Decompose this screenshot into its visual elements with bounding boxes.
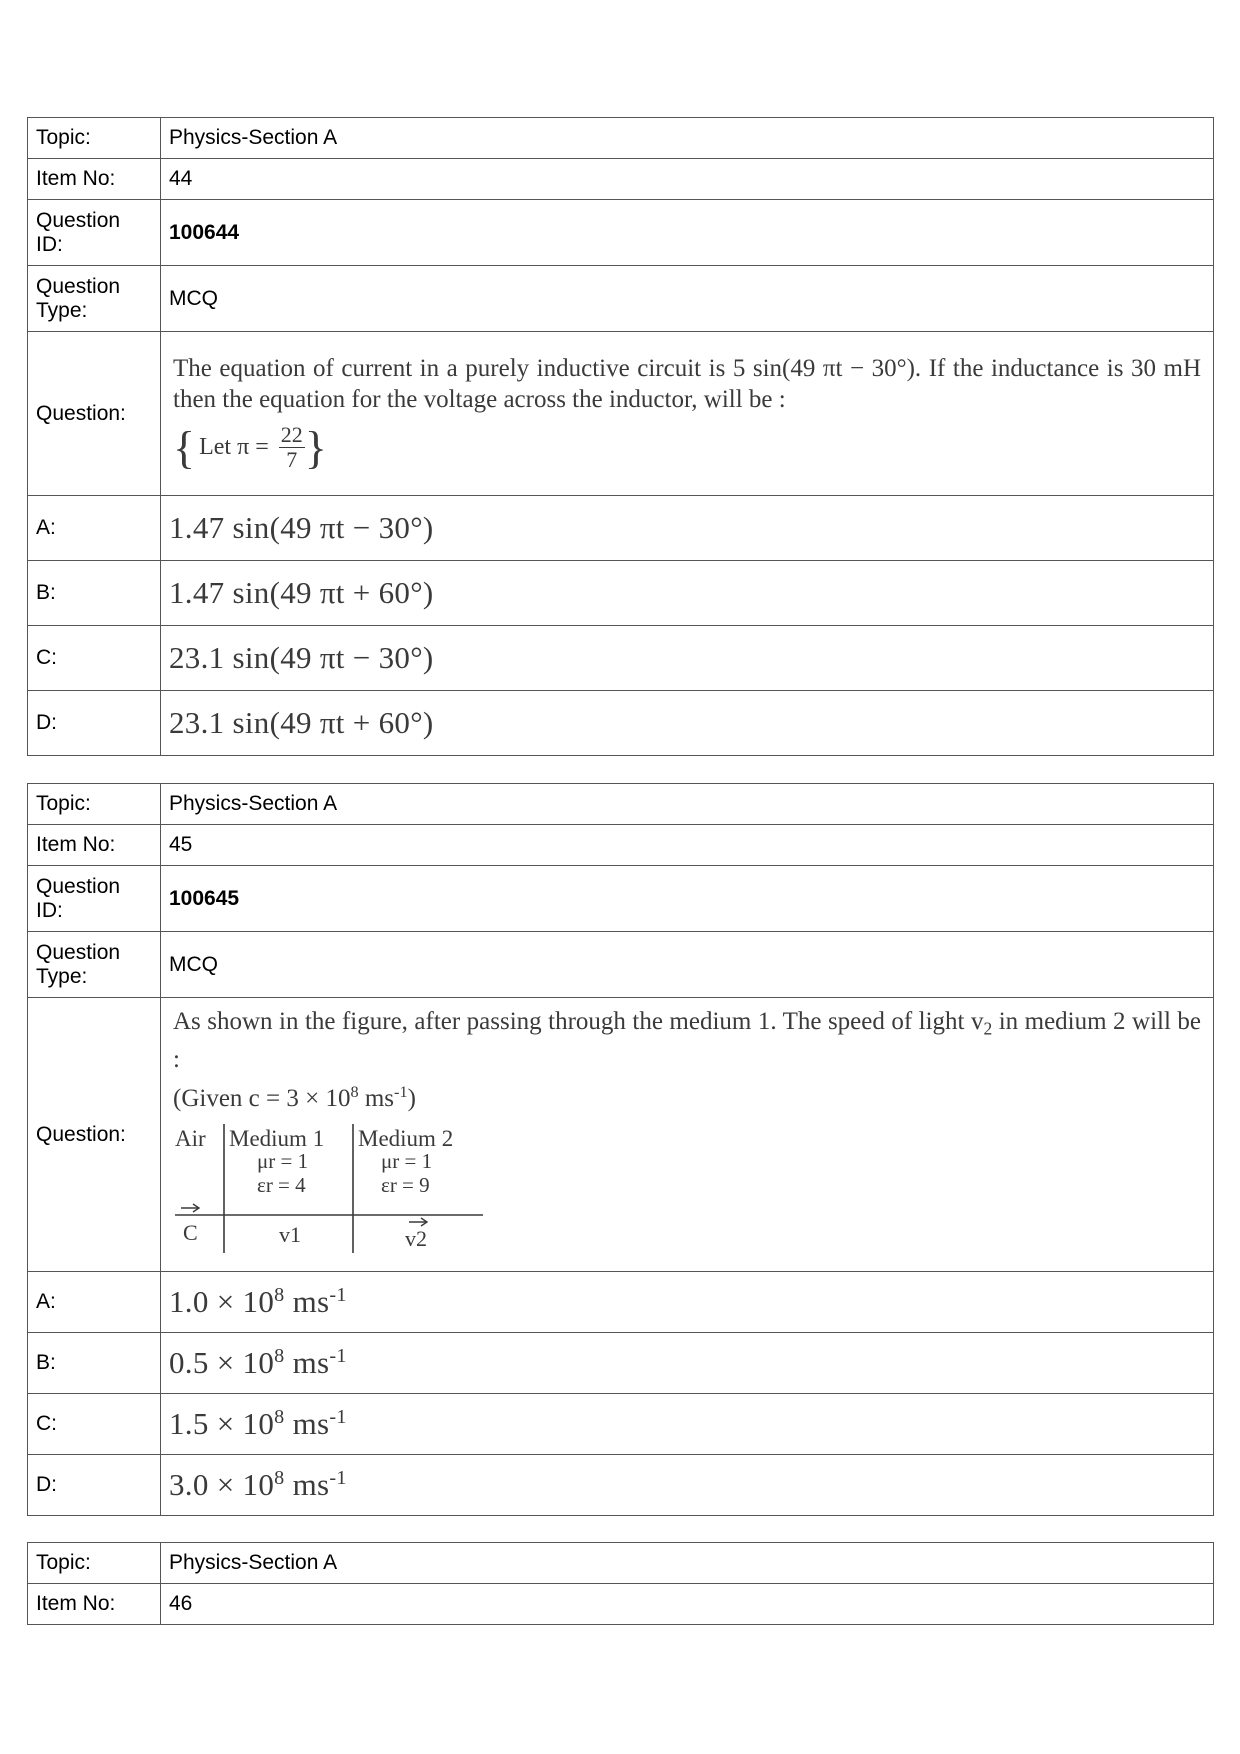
medium2-label: Medium 2 bbox=[358, 1126, 454, 1152]
option-d-row bbox=[28, 1455, 1214, 1516]
pi-numerator: 22 bbox=[280, 422, 303, 447]
question-text bbox=[169, 1000, 1205, 1075]
question-table-45 bbox=[27, 783, 1214, 1516]
question-type-row bbox=[28, 266, 1214, 332]
option-b-label: B: bbox=[28, 561, 161, 626]
item-no-row bbox=[28, 1584, 1214, 1625]
given-prefix: (Given c = 3 × 10 bbox=[173, 1085, 351, 1113]
pi-hint bbox=[173, 423, 1205, 472]
pi-fraction bbox=[279, 423, 305, 472]
v1-label: v1 bbox=[279, 1222, 301, 1248]
open-brace: { bbox=[173, 421, 196, 473]
option-a-unit-exp: -1 bbox=[329, 1283, 347, 1306]
item-no-label: Item No: bbox=[28, 159, 161, 200]
topic-value: Physics-Section A bbox=[161, 118, 1214, 159]
question-text-end: in medium 2 will be : bbox=[173, 1007, 1202, 1074]
item-no-row bbox=[28, 825, 1214, 866]
question-type-value: MCQ bbox=[161, 932, 1214, 998]
option-c-unit-exp: -1 bbox=[329, 1405, 347, 1428]
question-id-row bbox=[28, 866, 1214, 932]
question-table-46 bbox=[27, 1542, 1214, 1625]
topic-label: Topic: bbox=[28, 784, 161, 825]
option-b-label: B: bbox=[28, 1333, 161, 1394]
question-text-main: As shown in the figure, after passing through the medium 1. The speed of light v bbox=[173, 1007, 984, 1035]
question-id-label: Question ID: bbox=[28, 866, 161, 932]
given-close: ) bbox=[407, 1085, 416, 1113]
option-d-label: D: bbox=[28, 691, 161, 756]
option-c-text bbox=[161, 1394, 1214, 1455]
air-label: Air bbox=[175, 1126, 206, 1152]
item-no-value: 44 bbox=[161, 159, 1214, 200]
option-a-text bbox=[161, 1272, 1214, 1333]
question-table-44 bbox=[27, 117, 1214, 756]
option-b-row bbox=[28, 561, 1214, 626]
option-c-label: C: bbox=[28, 626, 161, 691]
item-no-value: 45 bbox=[161, 825, 1214, 866]
option-b-base: 0.5 × 10 bbox=[169, 1345, 275, 1381]
question-text-sub: 2 bbox=[983, 1018, 993, 1039]
option-c-unit: ms bbox=[284, 1406, 330, 1442]
option-c-label: C: bbox=[28, 1394, 161, 1455]
question-type-label: Question Type: bbox=[28, 266, 161, 332]
question-body bbox=[161, 998, 1214, 1272]
option-d-text bbox=[161, 1455, 1214, 1516]
option-a-row bbox=[28, 1272, 1214, 1333]
medium2-eps: εr = 9 bbox=[381, 1173, 430, 1198]
option-c-text: 23.1 sin(49 πt − 30°) bbox=[161, 626, 1214, 691]
option-d-unit-exp: -1 bbox=[329, 1466, 347, 1489]
question-label: Question: bbox=[28, 332, 161, 496]
medium1-eps: εr = 4 bbox=[257, 1173, 306, 1198]
item-no-label: Item No: bbox=[28, 1584, 161, 1625]
given-exponent: 8 bbox=[350, 1083, 359, 1102]
option-a-unit: ms bbox=[284, 1284, 330, 1320]
topic-row bbox=[28, 118, 1214, 159]
pi-denominator: 7 bbox=[286, 447, 298, 472]
option-c-row bbox=[28, 626, 1214, 691]
option-d-row bbox=[28, 691, 1214, 756]
option-d-label: D: bbox=[28, 1455, 161, 1516]
question-id-label: Question ID: bbox=[28, 200, 161, 266]
question-body bbox=[161, 332, 1214, 496]
given-unit-exponent: -1 bbox=[394, 1083, 408, 1102]
topic-value: Physics-Section A bbox=[161, 1543, 1214, 1584]
option-c-row bbox=[28, 1394, 1214, 1455]
question-row bbox=[28, 998, 1214, 1272]
topic-row bbox=[28, 784, 1214, 825]
question-type-value: MCQ bbox=[161, 266, 1214, 332]
option-a-label: A: bbox=[28, 1272, 161, 1333]
question-label: Question: bbox=[28, 998, 161, 1272]
question-text: The equation of current in a purely inductive circuit is 5 sin(49 πt − 30°). If the inductance is 30 mH then the equation for the voltage across the inductor, will be : bbox=[173, 355, 1201, 413]
option-a-text: 1.47 sin(49 πt − 30°) bbox=[161, 496, 1214, 561]
given-unit: ms bbox=[358, 1085, 395, 1113]
option-a-label: A: bbox=[28, 496, 161, 561]
given-text bbox=[169, 1075, 1205, 1114]
option-a-row bbox=[28, 496, 1214, 561]
c-label: C bbox=[183, 1220, 198, 1246]
question-type-row bbox=[28, 932, 1214, 998]
option-c-base: 1.5 × 10 bbox=[169, 1406, 275, 1442]
option-a-base: 1.0 × 10 bbox=[169, 1284, 275, 1320]
option-b-text bbox=[161, 1333, 1214, 1394]
option-c-exp: 8 bbox=[274, 1405, 285, 1428]
close-brace: } bbox=[304, 421, 327, 473]
topic-label: Topic: bbox=[28, 1543, 161, 1584]
option-d-base: 3.0 × 10 bbox=[169, 1467, 275, 1503]
topic-row bbox=[28, 1543, 1214, 1584]
option-a-exp: 8 bbox=[274, 1283, 285, 1306]
option-d-unit: ms bbox=[284, 1467, 330, 1503]
question-id-row bbox=[28, 200, 1214, 266]
v2-label: v2 bbox=[405, 1226, 427, 1252]
media-figure bbox=[169, 1118, 1205, 1263]
option-b-exp: 8 bbox=[274, 1344, 285, 1367]
item-no-row bbox=[28, 159, 1214, 200]
medium2-mu: μr = 1 bbox=[381, 1149, 433, 1174]
media-diagram bbox=[169, 1118, 489, 1258]
option-b-unit-exp: -1 bbox=[329, 1344, 347, 1367]
topic-label: Topic: bbox=[28, 118, 161, 159]
question-row bbox=[28, 332, 1214, 496]
medium1-mu: μr = 1 bbox=[257, 1149, 309, 1174]
medium1-label: Medium 1 bbox=[229, 1126, 325, 1152]
option-b-text: 1.47 sin(49 πt + 60°) bbox=[161, 561, 1214, 626]
item-no-value: 46 bbox=[161, 1584, 1214, 1625]
question-id-value: 100645 bbox=[161, 866, 1214, 932]
option-d-text: 23.1 sin(49 πt + 60°) bbox=[161, 691, 1214, 756]
question-type-label: Question Type: bbox=[28, 932, 161, 998]
topic-value: Physics-Section A bbox=[161, 784, 1214, 825]
pi-hint-text: Let π = bbox=[199, 434, 269, 460]
option-b-unit: ms bbox=[284, 1345, 330, 1381]
option-d-exp: 8 bbox=[274, 1466, 285, 1489]
option-b-row bbox=[28, 1333, 1214, 1394]
item-no-label: Item No: bbox=[28, 825, 161, 866]
question-id-value: 100644 bbox=[161, 200, 1214, 266]
